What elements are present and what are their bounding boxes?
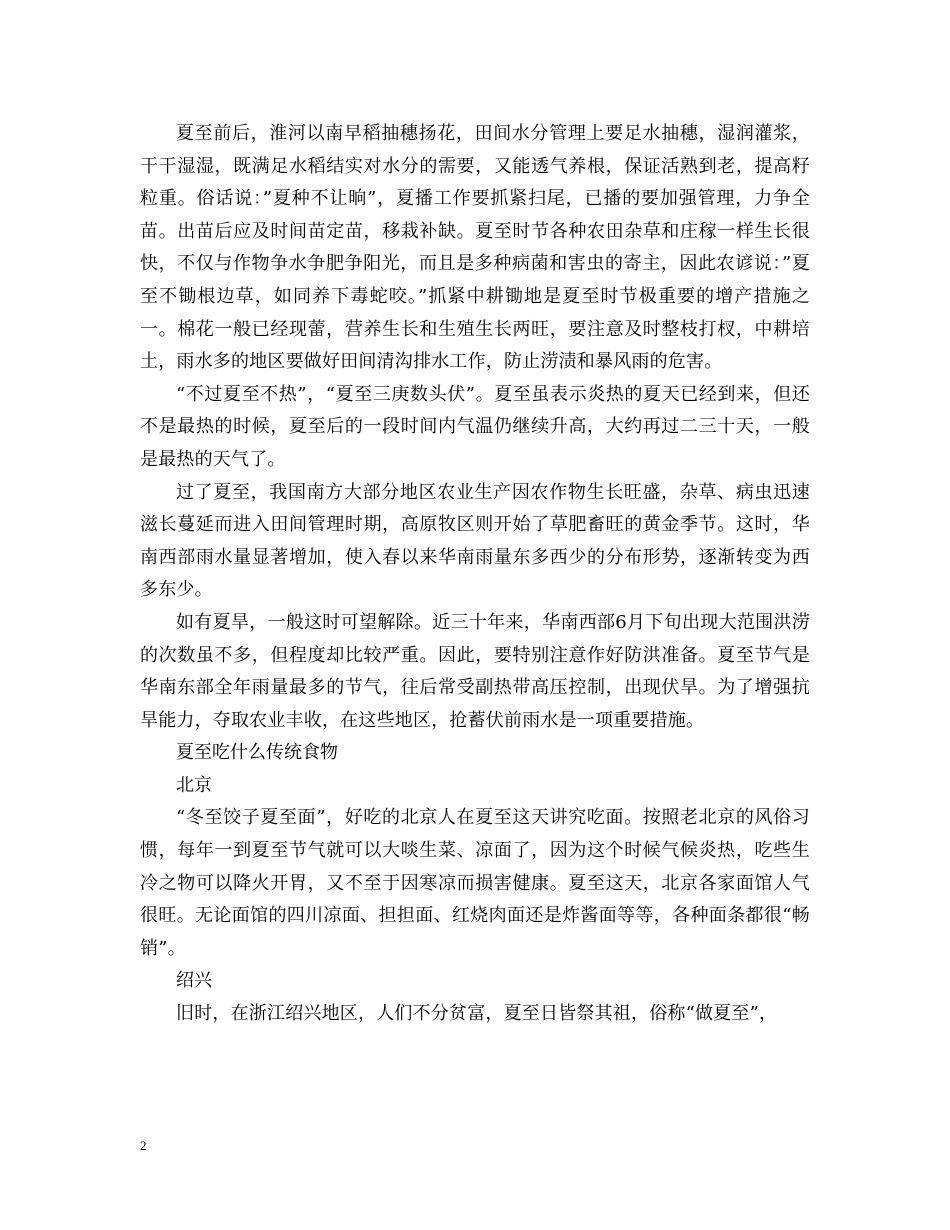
- page-number: 2: [140, 1138, 147, 1153]
- document-body: [140, 118, 810, 1031]
- section-title: 夏至吃什么传统食物: [176, 742, 338, 764]
- paragraph-farming: 夏至前后，淮河以南早稻抽穗扬花，田间水分管理上要足水抽穗，湿润灌浆，干干湿湿，既满足水稻结实对水分的需要，又能透气养根，保证活熟到老，提高籽粒重。俗话说：”夏种不让晌”，夏播工作要抓紧扫尾，已播的要加强管理，力争全苗。出苗后应及时间苗定苗，移栽补缺。夏至时节各种农田杂草和庄稼一样生长很快，不仅与作物争水争肥争阳光，而且是多种病菌和害虫的寄主，因此农谚说：”夏至不锄根边草，如同养下毒蛇咬。”抓紧中耕锄地是夏至时节极重要的增产措施之一。棉花一般已经现蕾，营养生长和生殖生长两旺，要注意及时整枝打杈，中耕培土，雨水多的地区要做好田间清沟排水工作，防止涝渍和暴风雨的危害。: [140, 123, 810, 373]
- subheading-beijing: 北京: [176, 774, 212, 796]
- paragraph-south-china: 过了夏至，我国南方大部分地区农业生产因农作物生长旺盛，杂草、病虫迅速滋长蔓延而进入田间管理时期，高原牧区则开始了草肥畜旺的黄金季节。这时，华南西部雨水量显著增加，使入春以来华南雨量东多西少的分布形势，逐渐转变为西多东少。: [140, 481, 810, 601]
- paragraph-shaoxing: 旧时，在浙江绍兴地区，人们不分贫富，夏至日皆祭其祖，俗称“做夏至”，: [176, 1003, 778, 1025]
- paragraph-beijing: “冬至饺子夏至面”，好吃的北京人在夏至这天讲究吃面。按照老北京的风俗习惯，每年一到夏至节气就可以大啖生菜、凉面了，因为这个时候气候炎热，吃些生冷之物可以降火开胃，又不至于因寒凉而损害健康。夏至这天，北京各家面馆人气很旺。无论面馆的四川凉面、担担面、红烧肉面还是炸酱面等等，各种面条都很“畅销”。: [140, 807, 810, 959]
- subheading-shaoxing: 绍兴: [176, 970, 212, 992]
- paragraph-heat: “不过夏至不热”，“夏至三庚数头伏”。夏至虽表示炎热的夏天已经到来，但还不是最热的时候，夏至后的一段时间内气温仍继续升高，大约再过二三十天，一般是最热的天气了。: [140, 383, 810, 470]
- paragraph-drought: 如有夏旱，一般这时可望解除。近三十年来，华南西部6月下旬出现大范围洪涝的次数虽不多，但程度却比较严重。因此，要特别注意作好防洪准备。夏至节气是华南东部全年雨量最多的节气，往后常受副热带高压控制，出现伏旱。为了增强抗旱能力，夺取农业丰收，在这些地区，抢蓄伏前雨水是一项重要措施。: [140, 611, 810, 731]
